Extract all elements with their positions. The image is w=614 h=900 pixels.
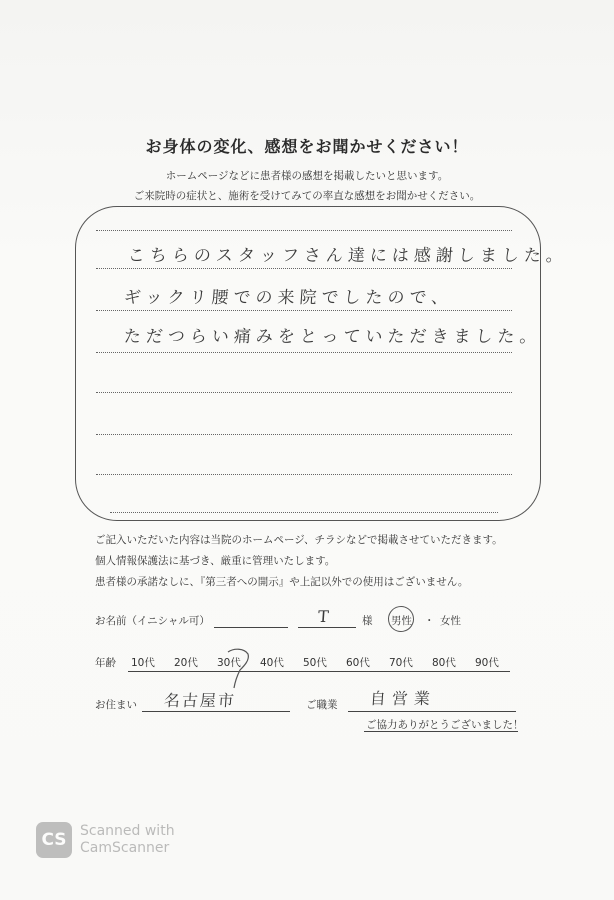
occupation-value: 自営業: [369, 689, 437, 708]
thanks-underline: [364, 731, 518, 732]
age-option-90[interactable]: 90代: [475, 657, 499, 669]
gender-selection-circle: [386, 604, 416, 634]
ruled-line: [96, 434, 512, 435]
age-option-50[interactable]: 50代: [303, 657, 327, 669]
occupation-underline: [348, 711, 516, 712]
age-underline: [128, 671, 510, 672]
notice-line-3: 患者様の承諾なしに、『第三者への開示』や上記以外での使用はございません。: [95, 576, 469, 588]
age-option-40[interactable]: 40代: [260, 657, 284, 669]
ruled-line: [96, 310, 512, 311]
gender-separator: ・: [424, 615, 435, 627]
age-label: 年齢: [95, 657, 116, 669]
name-underline: [214, 627, 288, 628]
intro-line-1: ホームページなどに患者様の感想を掲載したいと思います。: [165, 170, 449, 182]
age-option-70[interactable]: 70代: [389, 657, 413, 669]
name-suffix: 様: [362, 615, 373, 627]
age-option-10[interactable]: 10代: [131, 657, 155, 669]
watermark-line-2: CamScanner: [80, 840, 170, 856]
gender-male[interactable]: 男性: [391, 615, 412, 627]
camscanner-watermark: [36, 822, 175, 858]
camscanner-logo-icon: CS: [36, 822, 72, 858]
handwritten-line-3: ただつらい痛みをとっていただきました。: [123, 327, 543, 347]
notice-line-1: ご記入いただいた内容は当院のホームページ、チラシなどで掲載させていただきます。: [95, 534, 503, 546]
handwritten-line-1: こちらのスタッフさん達には感謝しました。: [127, 246, 569, 266]
ruled-line: [96, 268, 512, 269]
ruled-line: [96, 230, 512, 231]
name-underline: [298, 627, 356, 628]
age-option-30[interactable]: 30代: [217, 657, 241, 669]
notice-line-2: 個人情報保護法に基づき、厳重に管理いたします。: [95, 555, 336, 567]
gender-female[interactable]: 女性: [440, 615, 461, 627]
name-label: お名前（イニシャル可）: [95, 615, 210, 627]
address-label: お住まい: [95, 699, 137, 711]
age-option-80[interactable]: 80代: [432, 657, 456, 669]
address-value: 名古屋市: [163, 691, 237, 710]
thanks-message: ご協力ありがとうございました！: [366, 719, 524, 731]
ruled-line: [110, 512, 498, 513]
age-option-60[interactable]: 60代: [346, 657, 370, 669]
age-option-20[interactable]: 20代: [174, 657, 198, 669]
form-title: お身体の変化、感想をお聞かせください！: [145, 137, 469, 156]
ruled-line: [96, 352, 512, 353]
age-selection-tick: [226, 646, 252, 690]
ruled-line: [96, 392, 512, 393]
address-underline: [142, 711, 290, 712]
ruled-line: [96, 474, 512, 475]
occupation-label: ご職業: [306, 699, 338, 711]
handwritten-line-2: ギックリ腰での来院でしたので、: [123, 288, 454, 308]
intro-line-2: ご来院時の症状と、施術を受けてみての率直な感想をお聞かせください。: [133, 190, 481, 202]
name-value: T: [317, 607, 330, 626]
watermark-line-1: Scanned with: [80, 823, 175, 839]
